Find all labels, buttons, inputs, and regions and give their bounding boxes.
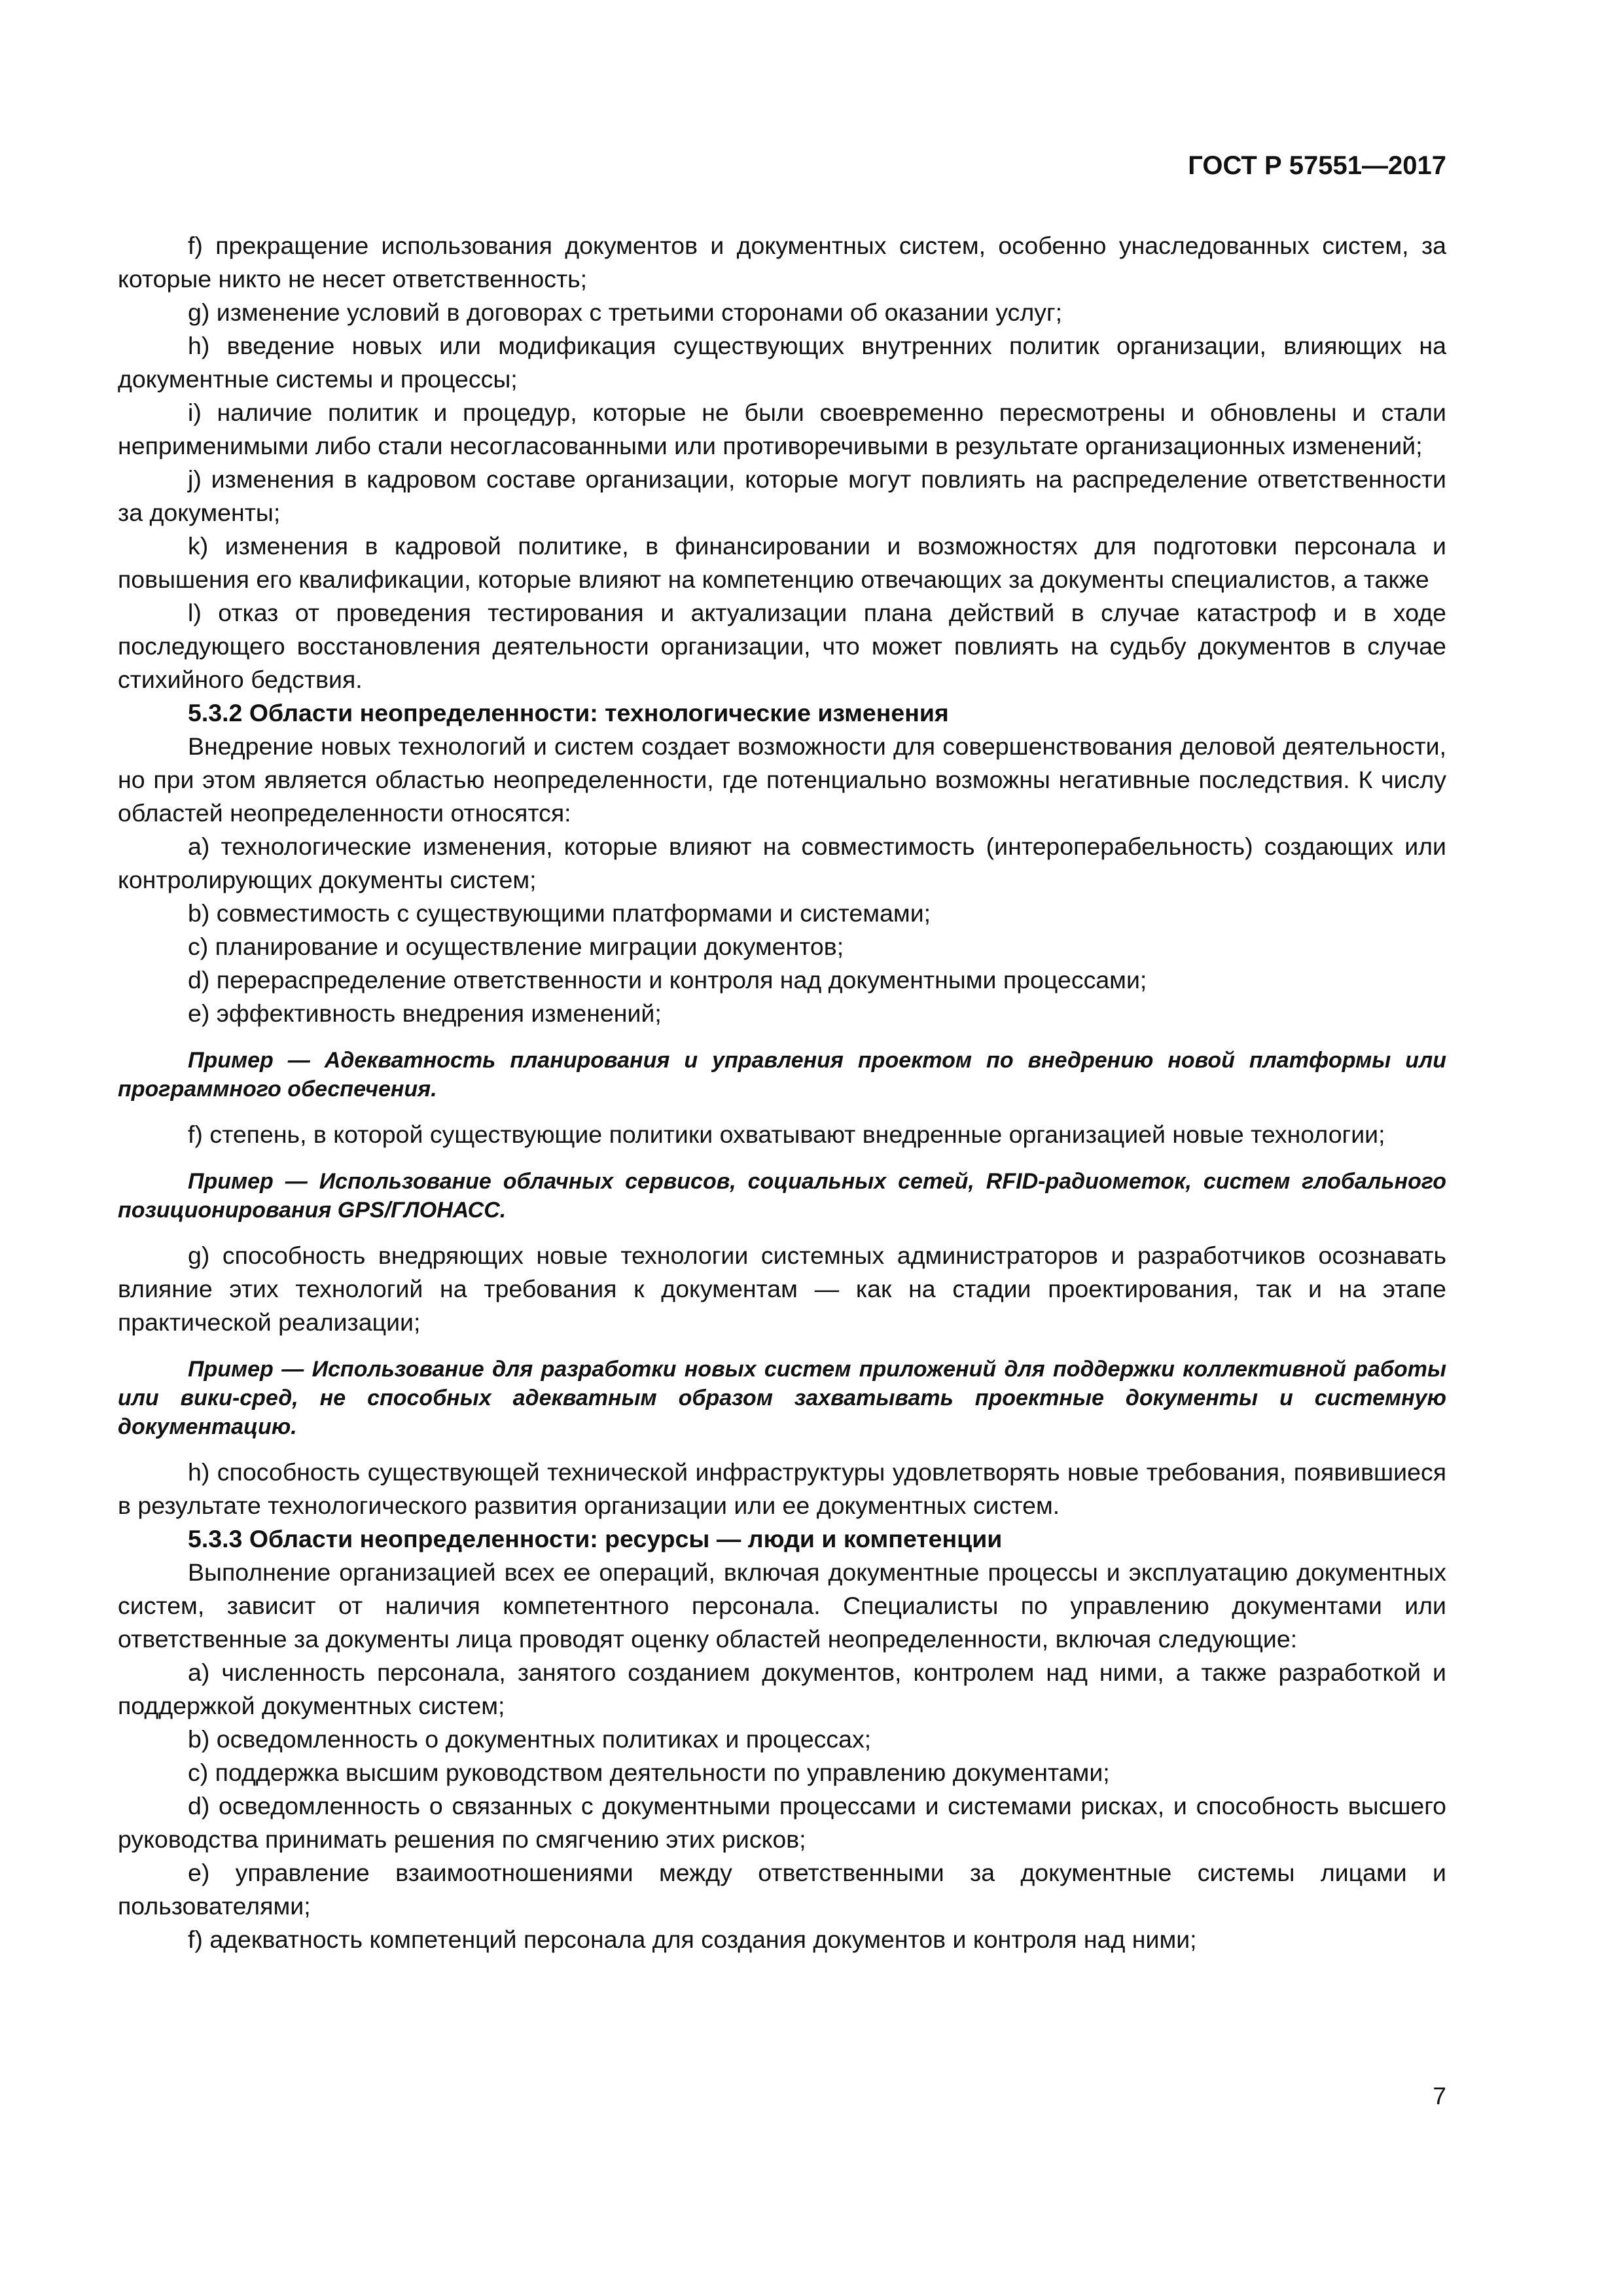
list-item: a) технологические изменения, которые влияют на совместимость (интероперабельность) создающих или контролирующих документы систем; xyxy=(118,833,1446,893)
list-item: e) управление взаимоотношениями между ответственными за документные системы лицами и пользователями; xyxy=(118,1859,1446,1920)
document-code: ГОСТ Р 57551—2017 xyxy=(1188,151,1446,180)
list-item: a) численность персонала, занятого созданием документов, контролем над ними, а также разработкой и поддержкой документных систем; xyxy=(118,1659,1446,1719)
list-item: d) перераспределение ответственности и контроля над документными процессами; xyxy=(188,966,1147,994)
list-item: g) способность внедряющих новые технологии системных администраторов и разработчиков осознавать влияние этих технологий на требования к документам — как на стадии проектирования, так и на этапе практической реализации; xyxy=(118,1242,1446,1336)
list-item: j) изменения в кадровом составе организации, которые могут повлиять на распределение ответственности за документы; xyxy=(118,465,1446,526)
list-item: l) отказ от проведения тестирования и актуализации плана действий в случае катастроф и в ходе последующего восстановления деятельности организации, что может повлиять на судьбу документов в случае стихийного бедствия. xyxy=(118,599,1446,693)
list-item: c) поддержка высшим руководством деятельности по управлению документами; xyxy=(188,1759,1110,1786)
list-item: f) степень, в которой существующие политики охватывают внедренные организацией новые технологии; xyxy=(188,1121,1385,1148)
list-item: e) эффективность внедрения изменений; xyxy=(188,999,662,1027)
list-item: k) изменения в кадровой политике, в финансировании и возможностях для подготовки персонала и повышения его квалификации, которые влияют на компетенцию отвечающих за документы специалистов, а также xyxy=(118,532,1446,593)
page-number: 7 xyxy=(1433,2083,1446,2109)
document-body xyxy=(118,229,1446,1956)
list-item: c) планирование и осуществление миграции документов; xyxy=(188,933,844,960)
section-intro: Выполнение организацией всех ее операций, включая документные процессы и эксплуатацию документных систем, зависит от наличия компетентного персонала. Специалисты по управлению документами или ответственные за документы лица проводят оценку областей неопределенности, включая следующие: xyxy=(118,1558,1446,1653)
section-heading-5-3-2: 5.3.2 Области неопределенности: технологические изменения xyxy=(188,699,949,726)
list-item: i) наличие политик и процедур, которые не были своевременно пересмотрены и обновлены и стали неприменимыми либо стали несогласованными или противоречивыми в результате организационных изменений; xyxy=(118,399,1446,459)
example-note: Пример — Адекватность планирования и управления проектом по внедрению новой платформы или программного обеспечения. xyxy=(118,1048,1446,1102)
list-item: h) введение новых или модификация существующих внутренних политик организации, влияющих на документные системы и процессы; xyxy=(118,332,1446,393)
list-item: b) осведомленность о документных политиках и процессах; xyxy=(188,1725,872,1753)
section-heading-5-3-3: 5.3.3 Области неопределенности: ресурсы — люди и компетенции xyxy=(188,1525,1003,1552)
list-item: b) совместимость с существующими платформами и системами; xyxy=(188,899,931,927)
list-item: d) осведомленность о связанных с документными процессами и системами рисках, и способность высшего руководства принимать решения по смягчению этих рисков; xyxy=(118,1792,1446,1853)
section-intro: Внедрение новых технологий и систем создает возможности для совершенствования деловой деятельности, но при этом является областью неопределенности, где потенциально возможны негативные последствия. К числу областей неопределенности относятся: xyxy=(118,732,1446,827)
example-note: Пример — Использование облачных сервисов, социальных сетей, RFID-радиометок, систем глобального позиционирования GPS/ГЛОНАСС. xyxy=(118,1169,1446,1223)
list-item: g) изменение условий в договорах с третьими сторонами об оказании услуг; xyxy=(188,298,1063,326)
list-item: f) адекватность компетенций персонала для создания документов и контроля над ними; xyxy=(188,1926,1197,1953)
example-note: Пример — Использование для разработки новых систем приложений для поддержки коллективной работы или вики-сред, не способных адекватным образом захватывать проектные документы и системную документацию. xyxy=(118,1357,1446,1439)
list-item: h) способность существующей технической инфраструктуры удовлетворять новые требования, появившиеся в результате технологического развития организации или ее документных систем. xyxy=(118,1458,1446,1519)
list-item: f) прекращение использования документов и документных систем, особенно унаследованных систем, за которые никто не несет ответственность; xyxy=(118,232,1446,293)
